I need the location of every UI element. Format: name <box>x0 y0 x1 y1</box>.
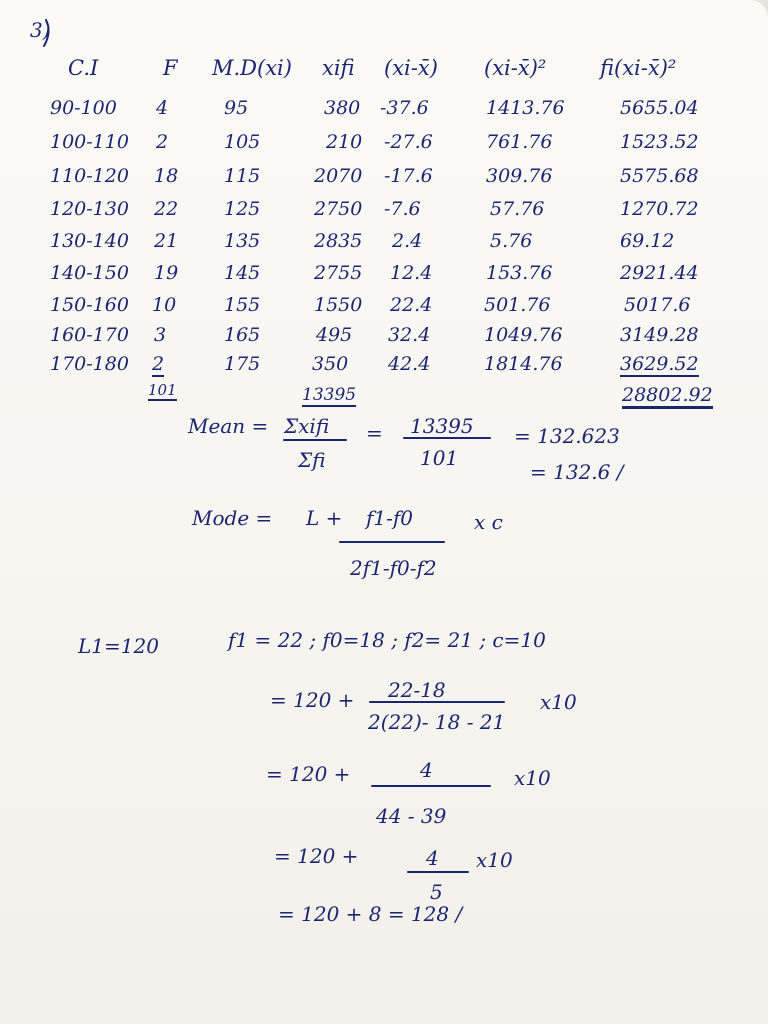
mean-label: Mean = <box>188 414 269 438</box>
cell-f: 22 <box>154 198 179 220</box>
mode-step1-lead: = 120 + <box>270 688 355 712</box>
cell-ci: 100-110 <box>50 131 129 153</box>
cell-md: 125 <box>224 198 261 220</box>
cell-f: 10 <box>152 294 177 316</box>
cell-f-dev-sq: 3149.28 <box>620 324 699 346</box>
header-mid-value: M.D(xi) <box>212 56 292 80</box>
cell-dev-sq: 761.76 <box>486 131 553 153</box>
cell-f-dev-sq: 2921.44 <box>620 262 699 284</box>
mode-step1-tail: x10 <box>540 690 577 714</box>
cell-md: 115 <box>224 165 261 187</box>
cell-dev-sq: 1814.76 <box>484 353 563 375</box>
cell-xifi: 2070 <box>314 165 363 187</box>
cell-xifi: 350 <box>312 353 349 375</box>
mode-label: Mode = <box>192 506 273 530</box>
cell-f-dev-sq: 5575.68 <box>620 165 699 187</box>
cell-dev: -27.6 <box>384 131 433 153</box>
cell-md: 155 <box>224 294 261 316</box>
cell-xifi: 2750 <box>314 198 363 220</box>
cell-dev-sq: 57.76 <box>490 198 545 220</box>
cell-f-dev-sq: 5017.6 <box>624 294 691 316</box>
mean-result-1: = 132.623 <box>514 424 620 448</box>
cell-f-dev-sq: 3629.52 <box>620 353 699 375</box>
cell-dev: 32.4 <box>388 324 431 346</box>
cell-f: 18 <box>154 165 179 187</box>
mode-step2-lead: = 120 + <box>266 762 351 786</box>
header-frequency: F <box>163 56 178 80</box>
cell-f-dev-sq: 69.12 <box>620 230 675 252</box>
cell-ci: 120-130 <box>50 198 129 220</box>
cell-dev-sq: 309.76 <box>486 165 553 187</box>
cell-f: 4 <box>156 97 169 119</box>
mode-step2-tail: x10 <box>514 766 551 790</box>
total-xifi: 13395 <box>302 385 357 405</box>
cell-ci: 90-100 <box>50 97 117 119</box>
cell-dev-sq: 501.76 <box>484 294 551 316</box>
cell-f-dev-sq: 1523.52 <box>620 131 699 153</box>
question-number: 3) <box>30 18 51 42</box>
mode-step1-denominator: 2(22)- 18 - 21 <box>368 710 506 734</box>
mode-step2-denominator: 44 - 39 <box>376 804 447 828</box>
cell-md: 145 <box>224 262 261 284</box>
mean-numerator: Σxifi <box>284 414 330 438</box>
mode-step3-numerator: 4 <box>426 846 439 870</box>
mode-final-result: = 120 + 8 = 128 / <box>278 902 463 926</box>
cell-ci: 130-140 <box>50 230 129 252</box>
cell-ci: 160-170 <box>50 324 129 346</box>
cell-md: 135 <box>224 230 261 252</box>
cell-dev-sq: 1049.76 <box>484 324 563 346</box>
cell-xifi: 2755 <box>314 262 363 284</box>
cell-dev: 2.4 <box>392 230 423 252</box>
cell-f: 2 <box>156 131 169 153</box>
cell-f: 3 <box>154 324 167 346</box>
mode-step3-denominator: 5 <box>430 880 443 904</box>
cell-dev: -37.6 <box>380 97 429 119</box>
question-bracket-stroke <box>44 20 49 46</box>
mode-given-values: f1 = 22 ; f0=18 ; f2= 21 ; c=10 <box>228 628 546 652</box>
cell-xifi: 1550 <box>314 294 363 316</box>
mean-result-2: = 132.6 / <box>530 460 624 484</box>
mean-denominator: Σfi <box>298 448 326 472</box>
cell-dev: 12.4 <box>390 262 433 284</box>
cell-md: 165 <box>224 324 261 346</box>
cell-f: 2 <box>152 353 165 375</box>
cell-ci: 140-150 <box>50 262 129 284</box>
mode-step3-lead: = 120 + <box>274 844 359 868</box>
header-deviation: (xi-x̄) <box>384 56 438 80</box>
cell-ci: 170-180 <box>50 353 129 375</box>
cell-dev-sq: 153.76 <box>486 262 553 284</box>
cell-dev: 22.4 <box>390 294 433 316</box>
mean-equals: = <box>366 421 383 445</box>
cell-xifi: 380 <box>324 97 361 119</box>
cell-f-dev-sq: 5655.04 <box>620 97 699 119</box>
mode-step2-numerator: 4 <box>420 758 433 782</box>
mode-step3-tail: x10 <box>476 848 513 872</box>
mode-formula-numerator: f1-f0 <box>366 506 414 530</box>
total-f-dev-sq: 28802.92 <box>622 384 713 409</box>
cell-xifi: 495 <box>316 324 353 346</box>
mode-lower-limit: L1=120 <box>78 634 159 658</box>
mode-formula-lead: L + <box>306 506 343 530</box>
cell-dev-sq: 5.76 <box>490 230 533 252</box>
cell-xifi: 2835 <box>314 230 363 252</box>
mode-step1-numerator: 22-18 <box>388 678 446 702</box>
cell-ci: 150-160 <box>50 294 129 316</box>
mode-formula-times-c: x c <box>474 510 503 534</box>
cell-dev: -7.6 <box>384 198 421 220</box>
mean-num-value: 13395 <box>410 414 474 438</box>
header-f-deviation-squared: fi(xi-x̄)² <box>600 56 677 80</box>
cell-md: 105 <box>224 131 261 153</box>
cell-ci: 110-120 <box>50 165 129 187</box>
cell-dev: -17.6 <box>384 165 433 187</box>
cell-md: 175 <box>224 353 261 375</box>
total-frequency: 101 <box>148 381 177 399</box>
mean-den-value: 101 <box>420 446 459 470</box>
cell-f: 21 <box>154 230 179 252</box>
cell-xifi: 210 <box>326 131 363 153</box>
header-deviation-squared: (xi-x̄)² <box>484 56 547 80</box>
header-xifi: xifi <box>322 56 355 80</box>
header-class-interval: C.I <box>68 56 99 80</box>
cell-md: 95 <box>224 97 249 119</box>
mode-formula-denominator: 2f1-f0-f2 <box>350 556 437 580</box>
cell-dev: 42.4 <box>388 353 431 375</box>
cell-f: 19 <box>154 262 179 284</box>
cell-dev-sq: 1413.76 <box>486 97 565 119</box>
cell-f-dev-sq: 1270.72 <box>620 198 699 220</box>
